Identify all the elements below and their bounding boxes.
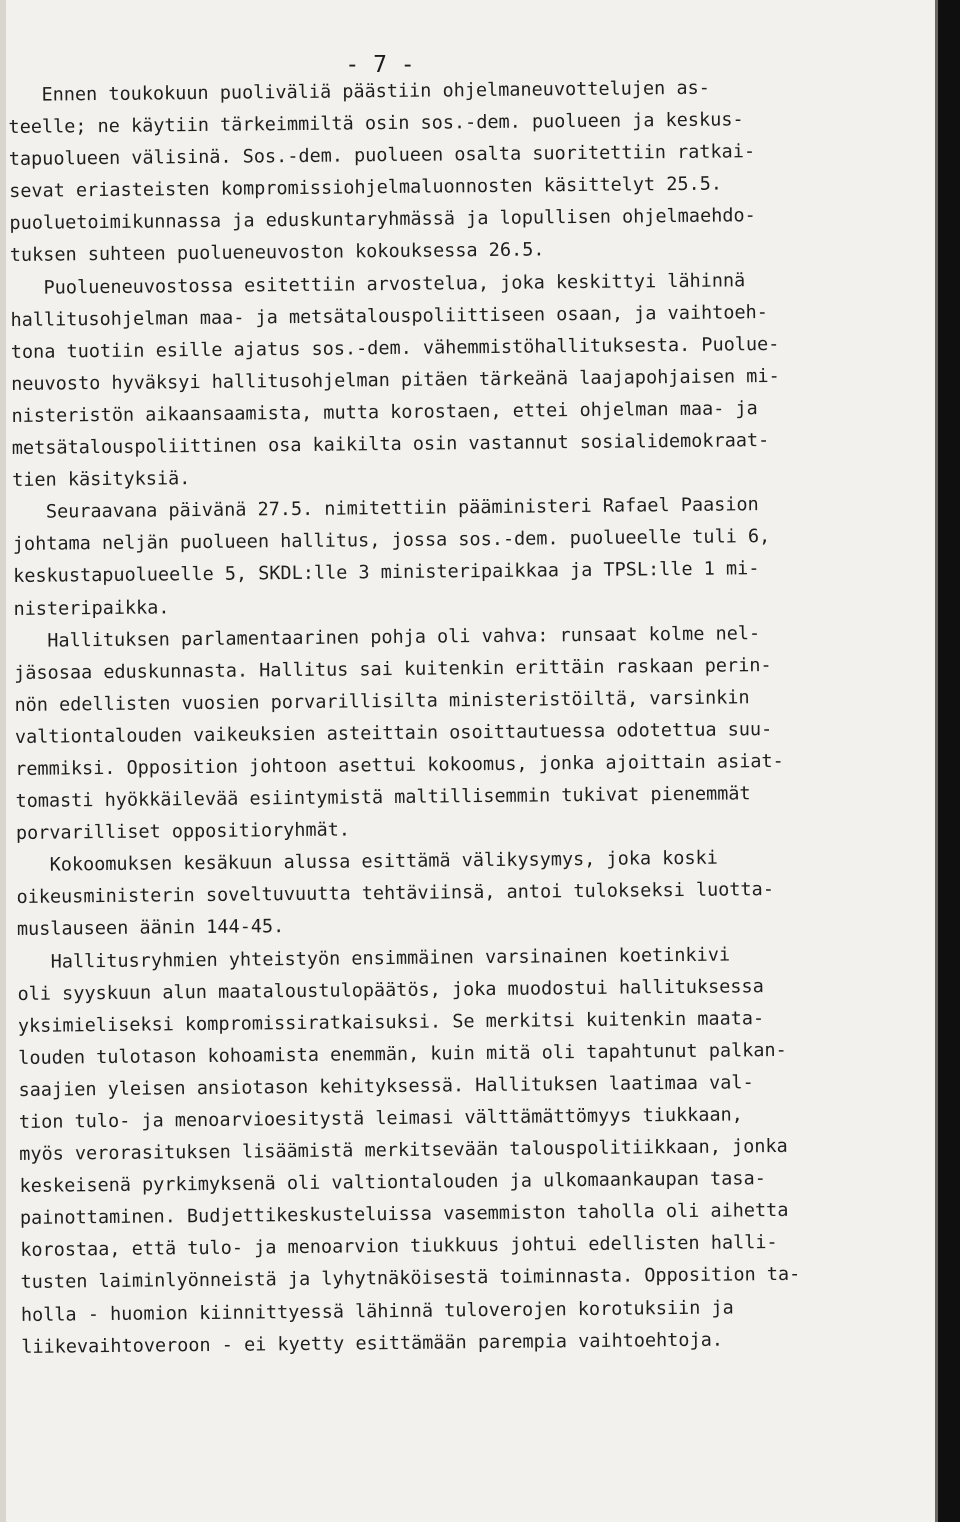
text-line: tion tulo- ja menoarvioesitystä leimasi välttämättömyys tiukkaan, <box>18 1104 743 1133</box>
text-line: puoluetoimikunnassa ja eduskuntaryhmässä ja lopullisen ohjelmaehdo- <box>9 205 756 235</box>
text-line: muslauseen äänin 144-45. <box>16 916 285 941</box>
text-line: teelle; ne käytiin tärkeimmiltä osin sos.-dem. puolueen ja keskus- <box>8 109 744 139</box>
text-line: holla - huomion kiinnittyessä lähinnä tuloverojen korotuksiin ja <box>20 1297 734 1326</box>
text-line: saajien yleisen ansiotason kehityksessä. Hallituksen laatimaa val- <box>18 1072 754 1101</box>
text-line: tapuolueen välisinä. Sos.-dem. puolueen osalta suoritettiin ratkai- <box>8 141 756 171</box>
text-line: painottaminen. Budjettikeskusteluissa vasemmiston taholla oli aihetta <box>19 1200 789 1230</box>
text-line: johtama neljän puolueen hallitus, jossa sos.-dem. puolueelle tuli 6, <box>12 526 771 556</box>
text-line: porvarilliset oppositioryhmät. <box>15 819 351 845</box>
text-line: nisteripaikka. <box>13 596 170 620</box>
text-line: Hallituksen parlamentaarinen pohja oli vahva: runsaat kolme nel- <box>13 622 761 652</box>
text-line: sevat eriasteisten kompromissiohjelmaluonnosten käsittelyt 25.5. <box>9 173 723 203</box>
text-line: myös verorasituksen lisäämistä merkitsevään talouspolitiikkaan, jonka <box>19 1135 788 1166</box>
page-edge-left <box>0 0 6 1522</box>
text-line: Seuraavana päivänä 27.5. nimitettiin pääministeri Rafael Paasion <box>12 494 759 524</box>
text-line: Ennen toukokuun puoliväliä päästiin ohjelmaneuvottelujen as- <box>8 77 710 106</box>
text-line: tuksen suhteen puolueneuvoston kokouksessa 26.5. <box>9 239 545 267</box>
text-line: metsätalouspoliittinen osa kaikilta osin vastannut sosialidemokraat- <box>11 430 770 460</box>
text-line: louden tulotason kohoamista enemmän, kuin mitä oli tapahtunut palkan- <box>18 1039 787 1069</box>
text-line: tusten laiminlyönneistä ja lyhytnäköisestä toiminnasta. Opposition ta- <box>20 1264 801 1294</box>
text-line: tomasti hyökkäilevää esiintymistä maltillisemmin tukivat pienemmät <box>15 783 751 813</box>
text-line: nisteristön aikaansaamista, mutta korostaen, ettei ohjelman maa- ja <box>11 398 758 427</box>
text-line: remmiksi. Opposition johtoon asettui kokoomus, jonka ajoittain asiat- <box>15 750 784 780</box>
text-line: Hallitusryhmien yhteistyön ensimmäinen varsinainen koetinkivi <box>17 944 731 973</box>
text-line: tien käsityksiä. <box>12 468 191 492</box>
text-line: tona tuotiin esille ajatus sos.-dem. vähemmistöhallituksesta. Puolue- <box>10 333 780 363</box>
text-line: keskeisenä pyrkimyksenä oli valtiontalouden ja ulkomaankaupan tasa- <box>19 1168 766 1198</box>
text-line: oikeusministerin soveltuvuutta tehtäviinsä, antoi tulokseksi luotta- <box>16 879 775 909</box>
text-line: yksimieliseksi kompromissiratkaisuksi. Se merkitsi kuitenkin maata- <box>17 1007 765 1037</box>
text-line: liikevaihtoveroon - ei kyetty esittämään parempia vaihtoehtoja. <box>21 1329 724 1358</box>
text-line: Kokoomuksen kesäkuun alussa esittämä välikysymys, joka koski <box>16 847 719 877</box>
text-line: oli syyskuun alun maataloustulopäätös, joka muodostui hallituksessa <box>17 975 764 1005</box>
text-line: hallitusohjelman maa- ja metsätalouspoliittiseen osaan, ja vaihtoeh- <box>10 301 768 331</box>
text-line: Puolueneuvostossa esitettiin arvostelua, joka keskittyi lähinnä <box>10 269 746 299</box>
text-line: nön edellisten vuosien porvarillisilta ministeristöiltä, varsinkin <box>14 687 750 716</box>
page-number: - 7 - <box>345 52 415 78</box>
text-line: valtiontalouden vaikeuksien asteittain osoittautuessa odotettua suu- <box>14 718 773 748</box>
body-text <box>8 71 901 1364</box>
text-line: korostaa, että tulo- ja menoarvion tiukkuus johtui edellisten halli- <box>20 1232 778 1262</box>
text-line: keskustapuolueelle 5, SKDL:lle 3 ministeripaikkaa ja TPSL:lle 1 mi- <box>13 558 760 588</box>
page-edge-right <box>938 0 960 1522</box>
text-line: jäsosaa eduskunnasta. Hallitus sai kuitenkin erittäin raskaan perin- <box>14 654 772 684</box>
text-line: neuvosto hyväksyi hallitusohjelman pitäen tärkeänä laajapohjaisen mi- <box>11 365 780 395</box>
